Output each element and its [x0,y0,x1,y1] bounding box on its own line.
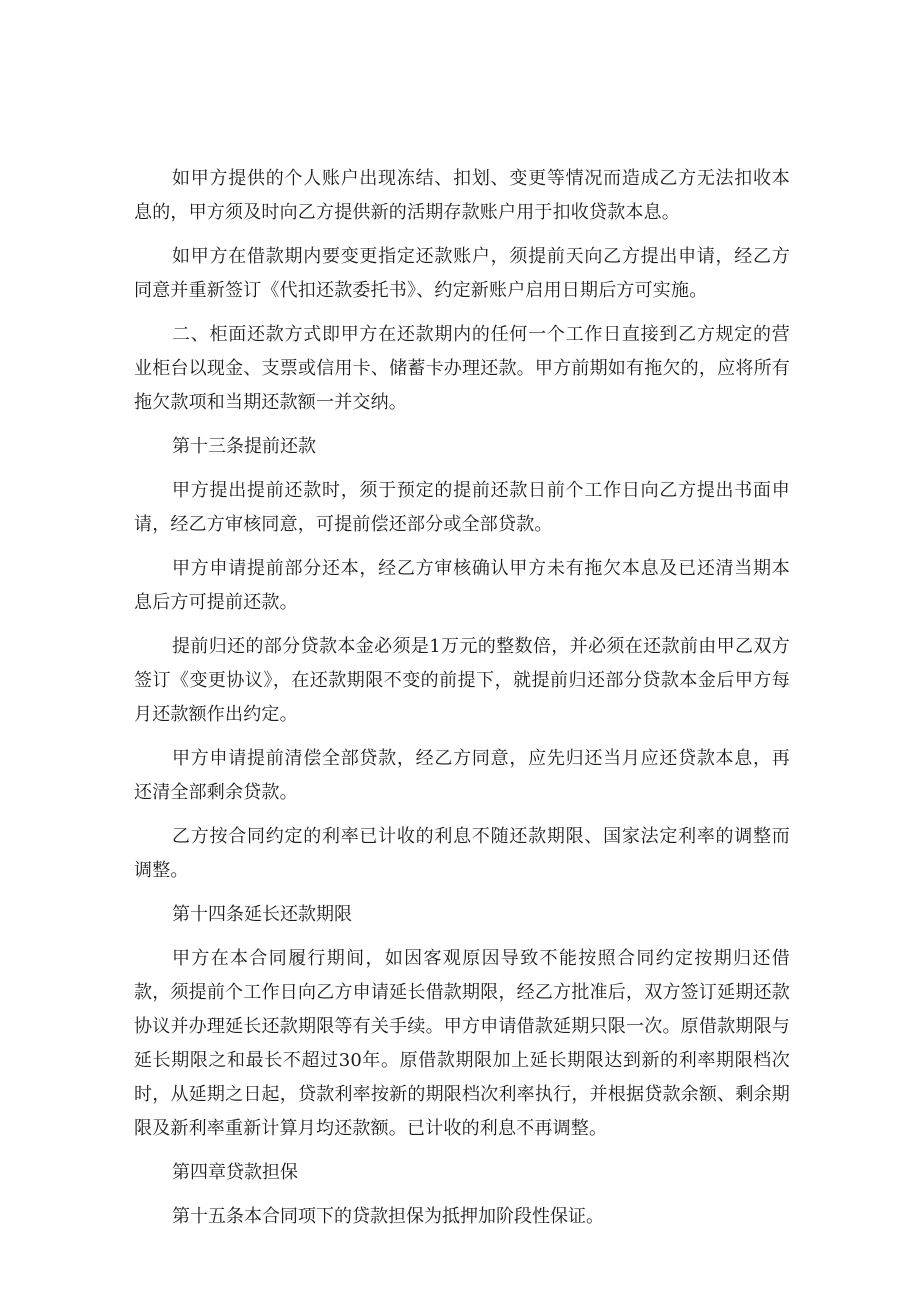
paragraph-partial-prepayment: 甲方申请提前部分还本，经乙方审核确认甲方未有拖欠本息及已还清当期本息后方可提前还款。 [134,558,790,613]
paragraph-interest-not-adjusted: 乙方按合同约定的利率已计收的利息不随还款期限、国家法定利率的调整而调整。 [134,826,790,881]
article-13-heading: 第十三条提前还款 [172,436,316,457]
chapter-4-heading: 第四章贷款担保 [172,1162,298,1183]
paragraph-counter-repayment: 二、柜面还款方式即甲方在还款期内的任何一个工作日直接到乙方规定的营业柜台以现金、支票或信用卡、储蓄卡办理还款。甲方前期如有拖欠的，应将所有拖欠款项和当期还款额一并交纳。 [134,324,790,413]
paragraph-prepayment-application: 甲方提出提前还款时，须于预定的提前还款日前个工作日向乙方提出书面申请，经乙方审核同意，可提前偿还部分或全部贷款。 [134,480,790,535]
document-body [134,162,790,1244]
paragraph-prepayment-amount: 提前归还的部分贷款本金必须是1万元的整数倍，并必须在还款前由甲乙双方签订《变更协议》，在还款期限不变的前提下，就提前归还部分贷款本金后甲方每月还款额作出约定。 [134,636,790,725]
paragraph-full-prepayment: 甲方申请提前清偿全部贷款，经乙方同意，应先归还当月应还贷款本息，再还清全部剩余贷款。 [134,748,790,803]
paragraph-account-change: 如甲方提供的个人账户出现冻结、扣划、变更等情况而造成乙方无法扣收本息的，甲方须及时向乙方提供新的活期存款账户用于扣收贷款本息。 [134,168,790,223]
paragraph-change-designated-account: 如甲方在借款期内要变更指定还款账户，须提前天向乙方提出申请，经乙方同意并重新签订《代扣还款委托书》、约定新账户启用日期后方可实施。 [134,246,790,301]
article-15-heading: 第十五条本合同项下的贷款担保为抵押加阶段性保证。 [172,1206,604,1227]
article-14-heading: 第十四条延长还款期限 [172,904,352,925]
paragraph-extension-terms: 甲方在本合同履行期间，如因客观原因导致不能按照合同约定按期归还借款，须提前个工作日向乙方申请延长借款期限，经乙方批准后，双方签订延期还款协议并办理延长还款期限等有关手续。甲方申请借款延期只限一次。原借款期限与延长期限之和最长不超过30年。原借款期限加上延长期限达到新的利率期限档次时，从延期之日起，贷款利率按新的期限档次利率执行，并根据贷款余额、剩余期限及新利率重新计算月均还款额。已计收的利息不再调整。 [134,948,790,1139]
